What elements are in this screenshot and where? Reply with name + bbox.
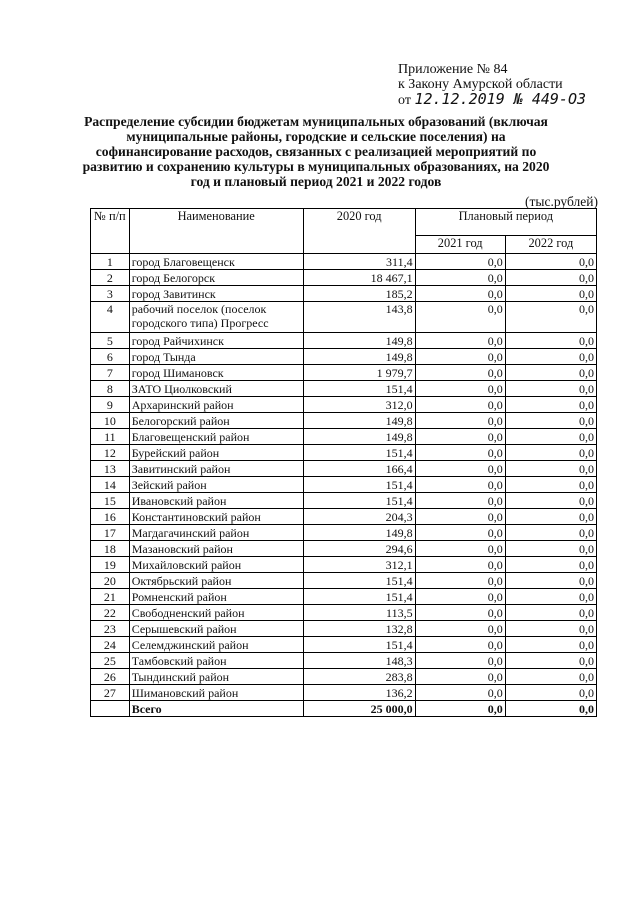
row-2022: 0,0 bbox=[505, 461, 596, 477]
row-2020: 136,2 bbox=[303, 685, 415, 701]
table-row bbox=[91, 525, 597, 541]
table-row bbox=[91, 541, 597, 557]
total-row bbox=[91, 701, 597, 717]
row-2022: 0,0 bbox=[505, 429, 596, 445]
table-row bbox=[91, 397, 597, 413]
row-number: 18 bbox=[91, 541, 130, 557]
row-number: 6 bbox=[91, 349, 130, 365]
row-number: 8 bbox=[91, 381, 130, 397]
row-2021: 0,0 bbox=[415, 653, 505, 669]
row-name: Серышевский район bbox=[129, 621, 303, 637]
table-row bbox=[91, 302, 597, 333]
table-row bbox=[91, 477, 597, 493]
row-2020: 312,0 bbox=[303, 397, 415, 413]
row-2021: 0,0 bbox=[415, 254, 505, 270]
row-2022: 0,0 bbox=[505, 413, 596, 429]
row-2022: 0,0 bbox=[505, 589, 596, 605]
header-2020: 2020 год bbox=[303, 209, 415, 254]
row-name: Ивановский район bbox=[129, 493, 303, 509]
row-2022: 0,0 bbox=[505, 653, 596, 669]
row-2021: 0,0 bbox=[415, 557, 505, 573]
row-2022: 0,0 bbox=[505, 477, 596, 493]
row-2022: 0,0 bbox=[505, 573, 596, 589]
row-name: город Белогорск bbox=[129, 270, 303, 286]
table-row bbox=[91, 621, 597, 637]
appendix-law: к Закону Амурской области bbox=[398, 77, 563, 92]
row-2021: 0,0 bbox=[415, 493, 505, 509]
row-2021: 0,0 bbox=[415, 397, 505, 413]
row-number: 10 bbox=[91, 413, 130, 429]
header-2022: 2022 год bbox=[505, 236, 596, 254]
row-2022: 0,0 bbox=[505, 621, 596, 637]
row-2020: 294,6 bbox=[303, 541, 415, 557]
row-number: 9 bbox=[91, 397, 130, 413]
row-2020: 149,8 bbox=[303, 413, 415, 429]
header-num: № п/п bbox=[91, 209, 130, 254]
appendix-header bbox=[398, 62, 586, 108]
row-2020: 132,8 bbox=[303, 621, 415, 637]
table-row bbox=[91, 445, 597, 461]
row-2020: 283,8 bbox=[303, 669, 415, 685]
row-2020: 149,8 bbox=[303, 525, 415, 541]
row-2022: 0,0 bbox=[505, 365, 596, 381]
row-name: Михайловский район bbox=[129, 557, 303, 573]
row-2021: 0,0 bbox=[415, 509, 505, 525]
row-2022: 0,0 bbox=[505, 637, 596, 653]
row-name: город Тында bbox=[129, 349, 303, 365]
table-row bbox=[91, 286, 597, 302]
row-name: город Шимановск bbox=[129, 365, 303, 381]
row-2021: 0,0 bbox=[415, 637, 505, 653]
table-row bbox=[91, 685, 597, 701]
row-2020: 148,3 bbox=[303, 653, 415, 669]
row-number: 25 bbox=[91, 653, 130, 669]
appendix-number: Приложение № 84 bbox=[398, 62, 508, 77]
row-2021: 0,0 bbox=[415, 302, 505, 333]
row-2020: 185,2 bbox=[303, 286, 415, 302]
appendix-date-line bbox=[398, 92, 586, 108]
row-2022: 0,0 bbox=[505, 493, 596, 509]
row-number: 23 bbox=[91, 621, 130, 637]
table-row bbox=[91, 270, 597, 286]
row-2021: 0,0 bbox=[415, 461, 505, 477]
row-number: 19 bbox=[91, 557, 130, 573]
total-2020: 25 000,0 bbox=[303, 701, 415, 717]
table-row bbox=[91, 349, 597, 365]
row-2021: 0,0 bbox=[415, 589, 505, 605]
table-row bbox=[91, 413, 597, 429]
row-number: 20 bbox=[91, 573, 130, 589]
row-2022: 0,0 bbox=[505, 381, 596, 397]
row-number: 5 bbox=[91, 333, 130, 349]
row-name: Зейский район bbox=[129, 477, 303, 493]
row-number: 22 bbox=[91, 605, 130, 621]
table-row bbox=[91, 653, 597, 669]
row-2021: 0,0 bbox=[415, 477, 505, 493]
row-2022: 0,0 bbox=[505, 509, 596, 525]
row-number: 21 bbox=[91, 589, 130, 605]
row-name: город Райчихинск bbox=[129, 333, 303, 349]
row-name: Ромненский район bbox=[129, 589, 303, 605]
table-row bbox=[91, 669, 597, 685]
row-name: Шимановский район bbox=[129, 685, 303, 701]
row-2021: 0,0 bbox=[415, 445, 505, 461]
row-number: 17 bbox=[91, 525, 130, 541]
row-2020: 151,4 bbox=[303, 493, 415, 509]
row-2021: 0,0 bbox=[415, 413, 505, 429]
row-2020: 18 467,1 bbox=[303, 270, 415, 286]
row-2020: 1 979,7 bbox=[303, 365, 415, 381]
row-2022: 0,0 bbox=[505, 445, 596, 461]
header-name: Наименование bbox=[129, 209, 303, 254]
row-2022: 0,0 bbox=[505, 286, 596, 302]
row-number: 2 bbox=[91, 270, 130, 286]
total-num bbox=[91, 701, 130, 717]
row-2020: 149,8 bbox=[303, 349, 415, 365]
row-number: 16 bbox=[91, 509, 130, 525]
row-2020: 151,4 bbox=[303, 477, 415, 493]
table-row bbox=[91, 381, 597, 397]
row-number: 7 bbox=[91, 365, 130, 381]
total-name: Всего bbox=[129, 701, 303, 717]
row-2020: 151,4 bbox=[303, 381, 415, 397]
row-name: Белогорский район bbox=[129, 413, 303, 429]
table-row bbox=[91, 589, 597, 605]
row-name: Магдагачинский район bbox=[129, 525, 303, 541]
row-number: 1 bbox=[91, 254, 130, 270]
row-2020: 151,4 bbox=[303, 445, 415, 461]
row-2022: 0,0 bbox=[505, 254, 596, 270]
table-row bbox=[91, 637, 597, 653]
row-2022: 0,0 bbox=[505, 302, 596, 333]
row-2020: 143,8 bbox=[303, 302, 415, 333]
row-2020: 151,4 bbox=[303, 589, 415, 605]
row-2021: 0,0 bbox=[415, 605, 505, 621]
row-name: ЗАТО Циолковский bbox=[129, 381, 303, 397]
row-number: 13 bbox=[91, 461, 130, 477]
row-2020: 166,4 bbox=[303, 461, 415, 477]
row-name: рабочий поселок (поселок городского типа) Прогресс bbox=[129, 302, 303, 333]
row-name: Тамбовский район bbox=[129, 653, 303, 669]
row-name: Октябрьский район bbox=[129, 573, 303, 589]
header-2021: 2021 год bbox=[415, 236, 505, 254]
table-row bbox=[91, 573, 597, 589]
row-2022: 0,0 bbox=[505, 541, 596, 557]
row-2021: 0,0 bbox=[415, 541, 505, 557]
row-2021: 0,0 bbox=[415, 333, 505, 349]
table-row bbox=[91, 333, 597, 349]
row-2021: 0,0 bbox=[415, 525, 505, 541]
row-2020: 151,4 bbox=[303, 637, 415, 653]
row-2021: 0,0 bbox=[415, 270, 505, 286]
row-number: 3 bbox=[91, 286, 130, 302]
row-number: 14 bbox=[91, 477, 130, 493]
row-2021: 0,0 bbox=[415, 381, 505, 397]
row-name: Благовещенский район bbox=[129, 429, 303, 445]
row-name: город Благовещенск bbox=[129, 254, 303, 270]
row-2021: 0,0 bbox=[415, 573, 505, 589]
row-number: 15 bbox=[91, 493, 130, 509]
document-title: Распределение субсидии бюджетам муниципальных образований (включая муниципальные районы, городские и сельские поселения) на софинансирование расходов, связанных с реализацией мероприятий по развитию и сохранению культуры в муниципальных образованиях, на 2020 год и плановый период 2021 и 2022 годов bbox=[82, 114, 550, 189]
appendix-date-prefix: от bbox=[398, 93, 411, 108]
row-2021: 0,0 bbox=[415, 429, 505, 445]
total-2022: 0,0 bbox=[505, 701, 596, 717]
row-2022: 0,0 bbox=[505, 557, 596, 573]
total-2021: 0,0 bbox=[415, 701, 505, 717]
row-name: Константиновский район bbox=[129, 509, 303, 525]
row-name: Свободненский район bbox=[129, 605, 303, 621]
table-row bbox=[91, 493, 597, 509]
row-name: город Завитинск bbox=[129, 286, 303, 302]
row-name: Архаринский район bbox=[129, 397, 303, 413]
row-2022: 0,0 bbox=[505, 685, 596, 701]
table-row bbox=[91, 461, 597, 477]
row-name: Тындинский район bbox=[129, 669, 303, 685]
row-number: 12 bbox=[91, 445, 130, 461]
row-number: 26 bbox=[91, 669, 130, 685]
row-2021: 0,0 bbox=[415, 621, 505, 637]
units-label: (тыс.рублей) bbox=[525, 194, 598, 209]
row-2020: 113,5 bbox=[303, 605, 415, 621]
row-2021: 0,0 bbox=[415, 365, 505, 381]
row-2021: 0,0 bbox=[415, 669, 505, 685]
subsidy-table bbox=[90, 208, 597, 717]
table-row bbox=[91, 365, 597, 381]
row-number: 11 bbox=[91, 429, 130, 445]
row-2021: 0,0 bbox=[415, 685, 505, 701]
row-2022: 0,0 bbox=[505, 333, 596, 349]
row-2020: 149,8 bbox=[303, 429, 415, 445]
row-name: Бурейский район bbox=[129, 445, 303, 461]
row-2020: 312,1 bbox=[303, 557, 415, 573]
table-row bbox=[91, 254, 597, 270]
row-name: Завитинский район bbox=[129, 461, 303, 477]
row-2020: 311,4 bbox=[303, 254, 415, 270]
header-planned: Плановый период bbox=[415, 209, 596, 236]
row-2022: 0,0 bbox=[505, 349, 596, 365]
table-body bbox=[91, 254, 597, 717]
row-2022: 0,0 bbox=[505, 669, 596, 685]
row-number: 27 bbox=[91, 685, 130, 701]
row-2021: 0,0 bbox=[415, 349, 505, 365]
row-2022: 0,0 bbox=[505, 397, 596, 413]
row-2020: 151,4 bbox=[303, 573, 415, 589]
row-2020: 149,8 bbox=[303, 333, 415, 349]
table-row bbox=[91, 605, 597, 621]
table-row bbox=[91, 557, 597, 573]
row-2022: 0,0 bbox=[505, 605, 596, 621]
row-2020: 204,3 bbox=[303, 509, 415, 525]
row-name: Селемджинский район bbox=[129, 637, 303, 653]
table-row bbox=[91, 429, 597, 445]
row-name: Мазановский район bbox=[129, 541, 303, 557]
row-2022: 0,0 bbox=[505, 270, 596, 286]
row-number: 4 bbox=[91, 302, 130, 333]
row-2022: 0,0 bbox=[505, 525, 596, 541]
table-row bbox=[91, 509, 597, 525]
handwritten-date-number: 12.12.2019 № 449-ОЗ bbox=[414, 90, 587, 108]
row-number: 24 bbox=[91, 637, 130, 653]
row-2021: 0,0 bbox=[415, 286, 505, 302]
